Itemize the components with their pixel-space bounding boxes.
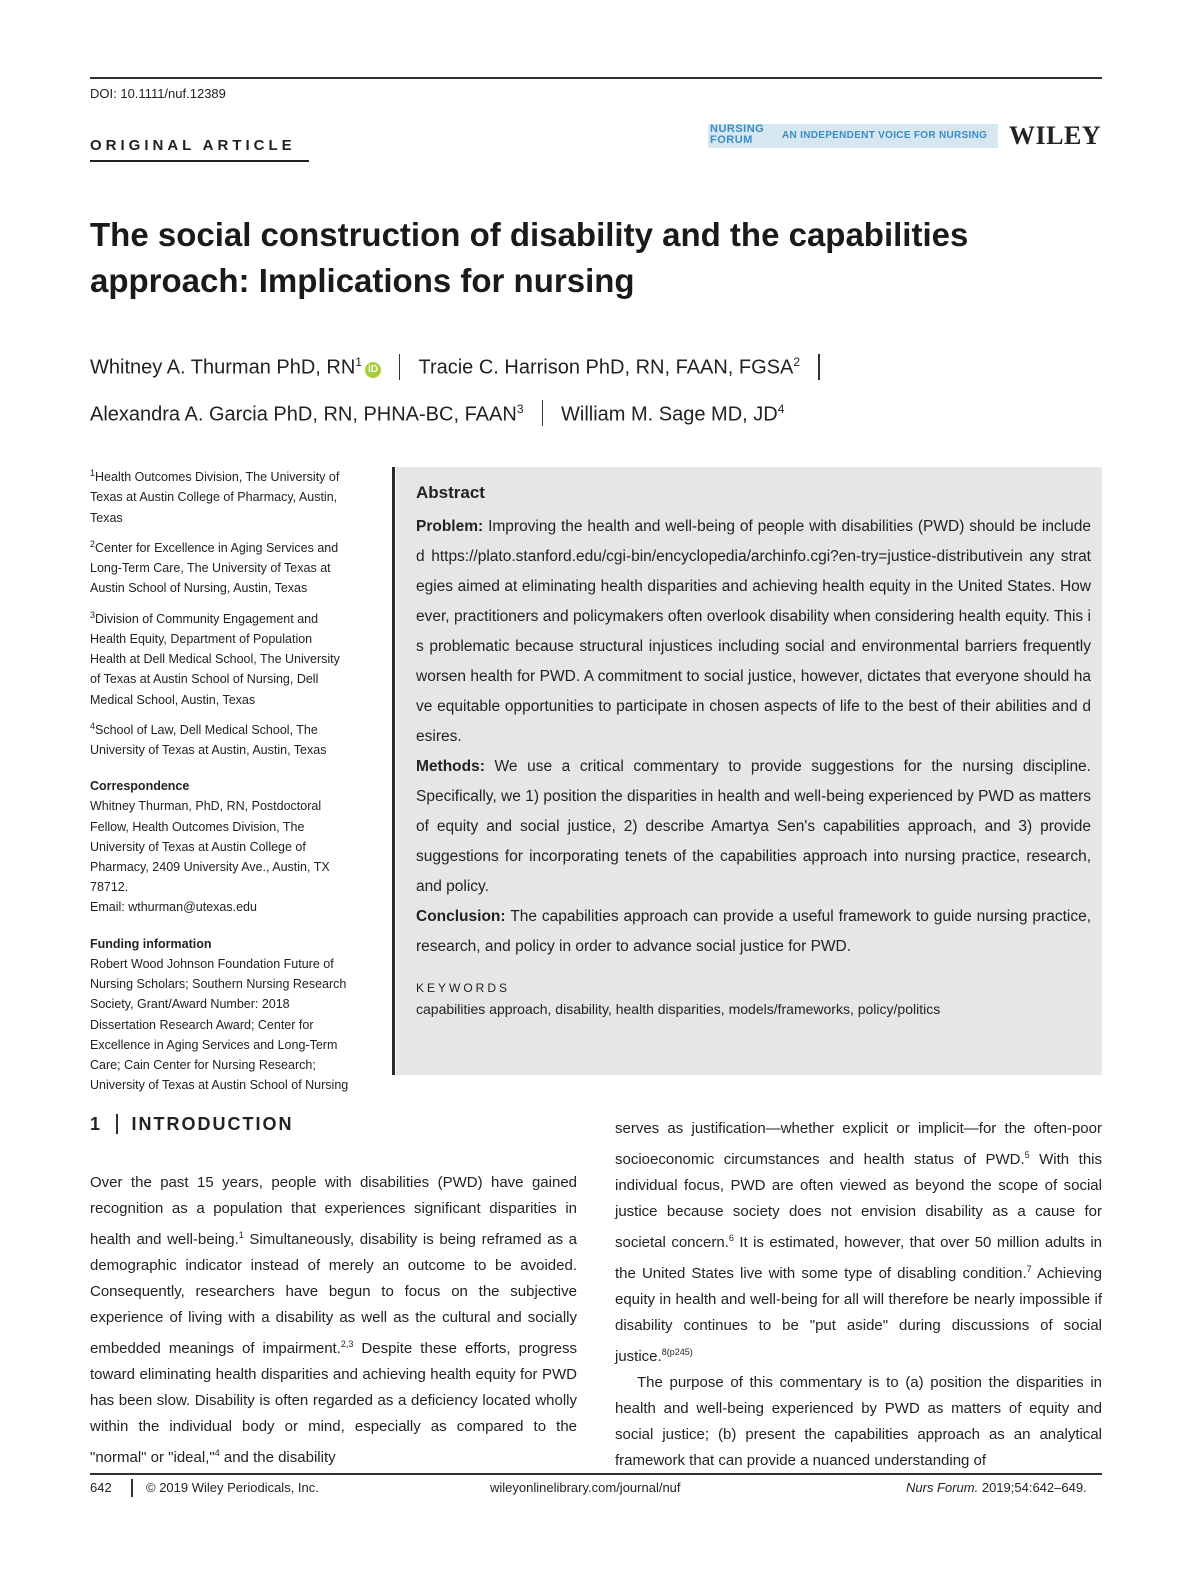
section-number: 1: [90, 1114, 103, 1134]
body-text: Achieving equity in health and well-being for all will therefore be nearly impossible if disability continues to be "put aside" during discussions of social justice.: [615, 1265, 1102, 1365]
author-name[interactable]: Tracie C. Harrison PhD, RN, FAAN, FGSA: [418, 356, 794, 379]
citation-ref[interactable]: 1: [238, 1230, 244, 1240]
top-rule: [90, 77, 1102, 79]
author-affiliation-number: 3: [516, 401, 524, 416]
affiliation-1: [90, 463, 382, 528]
citation-ref[interactable]: 7: [1026, 1264, 1032, 1274]
title-line: approach: Implications for nursing: [90, 262, 635, 299]
journal-logo: [708, 124, 780, 148]
title-line: The social construction of disability and the capabilities: [90, 216, 969, 253]
body-text: With this individual focus, PWD are often viewed as beyond the scope of social justice because society does not envision disability as a cause for societal concern.: [615, 1151, 1102, 1251]
funding-line: Nursing Scholars; Southern Nursing Research: [90, 977, 347, 992]
citation-ref[interactable]: 8(p245): [661, 1347, 693, 1357]
correspondence-email[interactable]: Email: wthurman@utexas.edu: [90, 900, 257, 915]
author-line: [90, 342, 1102, 389]
affiliation-line: Texas at Austin College of Pharmacy, Austin,: [90, 490, 338, 505]
affiliation-line: Health Outcomes Division, The University of: [95, 470, 340, 485]
author-affiliation-number: 1: [355, 355, 362, 369]
author-separator: [818, 354, 820, 380]
citation-details: 2019;54:642–649.: [978, 1480, 1087, 1495]
abstract-problem-text: Improving the health and well-being of people with disabilities (PWD) should be included https://plato.stanford.edu/cgi-bin/encyclopedia/archinfo.cgi?en-try=justice-distributivein any strategies aimed at eliminating health disparities and achieving health equity in the United States. However, practitioners and policymakers often overlook disability when considering health equity. This is problematic because structural injustices including social and environmental barriers frequently worsen health for PWD. A commitment to social justice, however, dictates that everyone should have equitable opportunities to participate in chosen aspects of life to the best of their abilities and desires.: [416, 518, 1091, 745]
abstract-conclusion: [416, 902, 1091, 962]
funding-line: Dissertation Research Award; Center for: [90, 1017, 314, 1032]
correspondence-line: Fellow, Health Outcomes Division, The: [90, 819, 305, 834]
author-affiliation-number: 2: [793, 355, 801, 369]
correspondence-line: Whitney Thurman, PhD, RN, Postdoctoral: [90, 799, 322, 814]
journal-abbrev: Nurs Forum.: [906, 1480, 979, 1495]
affiliation-line: of Texas at Austin School of Nursing, Dell: [90, 672, 319, 687]
abstract-content: [416, 478, 1091, 1020]
affiliation-line: Division of Community Engagement and: [95, 611, 319, 626]
affiliations-sidebar: [90, 463, 382, 1095]
body-paragraph: [615, 1116, 1102, 1370]
journal-logo-word1: NURSING: [710, 123, 765, 135]
author-name[interactable]: William M. Sage MD, JD: [561, 403, 778, 426]
affiliation-line: Texas: [90, 510, 123, 525]
article-type-underline: [90, 160, 309, 162]
author-name[interactable]: Whitney A. Thurman PhD, RN: [90, 356, 356, 379]
author-affiliation-number: 4: [777, 401, 785, 416]
funding-heading: Funding information: [90, 936, 212, 951]
affiliation-number: 2: [90, 538, 96, 549]
body-text: Despite these efforts, progress toward eliminating health disparities and achieving health equity for PWD has been slow. Disability is often regarded as a deficiency located wholly within the individual body or mind, especially as compared to the "normal" or "ideal,": [90, 1340, 577, 1466]
doi-text: DOI: 10.1111/nuf.12389: [90, 86, 226, 101]
correspondence-line: University of Texas at Austin College of: [90, 839, 306, 854]
author-separator: [399, 354, 401, 380]
footer-separator: [131, 1479, 133, 1497]
affiliation-line: Center for Excellence in Aging Services and: [95, 540, 339, 555]
abstract-conclusion-label: Conclusion:: [416, 908, 506, 925]
abstract-problem-label: Problem:: [416, 518, 484, 535]
journal-tagline: AN INDEPENDENT VOICE FOR NURSING: [782, 130, 988, 141]
body-text: and the disability: [219, 1449, 336, 1466]
citation-ref[interactable]: 6: [728, 1233, 734, 1243]
body-column-left: [90, 1170, 577, 1471]
abstract-heading: Abstract: [416, 483, 485, 502]
author-list: [90, 342, 1102, 435]
article-title: [90, 212, 1090, 304]
author-line: [90, 389, 1102, 436]
abstract-methods-label: Methods:: [416, 758, 485, 775]
body-paragraph: The purpose of this commentary is to (a) position the disparities in health and well-being experienced by PWD as matters of equity and social justice; (b) present the capabilities approach as an analytical framework that can provide a nuanced understanding of: [615, 1374, 1102, 1469]
funding-line: Excellence in Aging Services and Long-Term: [90, 1037, 338, 1052]
funding-line: Society, Grant/Award Number: 2018: [90, 997, 290, 1012]
citation-ref[interactable]: 5: [1024, 1150, 1030, 1160]
citation-ref[interactable]: 4: [214, 1448, 220, 1458]
affiliation-number: 4: [90, 720, 96, 731]
keywords-list: capabilities approach, disability, health disparities, models/frameworks, policy/politics: [416, 1001, 941, 1017]
correspondence-block: [90, 776, 382, 917]
author-separator: [542, 400, 544, 426]
affiliation-4: [90, 716, 382, 761]
affiliation-number: 1: [90, 468, 96, 478]
body-text: Simultaneously, disability is being reframed as a demographic indicator instead of merely an outcome to be avoided. Consequently, researchers have begun to focus on the subjective experience of living with a disability as well as the cultural and socially embedded meanings of impairment.: [90, 1231, 578, 1357]
copyright-notice: © 2019 Wiley Periodicals, Inc.: [146, 1480, 319, 1495]
correspondence-line: 78712.: [90, 880, 129, 895]
journal-url[interactable]: wileyonlinelibrary.com/journal/nuf: [490, 1480, 681, 1495]
correspondence-heading: Correspondence: [90, 779, 190, 794]
citation-ref[interactable]: 2,3: [340, 1339, 354, 1349]
affiliation-line: School of Law, Dell Medical School, The: [95, 722, 318, 737]
page-number: 642: [90, 1480, 112, 1495]
section-title: INTRODUCTION: [131, 1114, 294, 1134]
affiliation-number: 3: [90, 609, 96, 620]
affiliation-line: Austin School of Nursing, Austin, Texas: [90, 581, 308, 596]
journal-logo-word2: FORUM: [710, 134, 753, 146]
funding-line: Robert Wood Johnson Foundation Future of: [90, 956, 334, 971]
author-name[interactable]: Alexandra A. Garcia PhD, RN, PHNA-BC, FAAN: [90, 403, 517, 426]
article-type-label: ORIGINAL ARTICLE: [90, 137, 296, 154]
abstract-problem: [416, 512, 1091, 752]
affiliation-3: [90, 605, 382, 710]
affiliation-line: Medical School, Austin, Texas: [90, 692, 256, 707]
correspondence-line: Pharmacy, 2409 University Ave., Austin, TX: [90, 860, 330, 875]
abstract-conclusion-text: The capabilities approach can provide a useful framework to guide nursing practice, research, and policy in order to advance social justice for PWD.: [416, 908, 1091, 955]
journal-citation: [906, 1480, 1087, 1495]
abstract-methods: [416, 752, 1091, 902]
affiliation-line: Health at Dell Medical School, The University: [90, 652, 340, 667]
affiliation-line: Health Equity, Department of Population: [90, 631, 313, 646]
affiliation-2: [90, 534, 382, 599]
funding-block: [90, 934, 382, 1096]
section-heading-introduction: [90, 1114, 294, 1135]
section-separator: [116, 1114, 118, 1134]
body-text: It is estimated, however, that over 50 million adults in the United States live with some type of disabling condition.: [615, 1234, 1102, 1282]
body-column-right: [615, 1116, 1102, 1474]
abstract-accent-bar: [392, 467, 395, 1075]
orcid-icon[interactable]: iD: [365, 362, 381, 378]
keywords-label: KEYWORDS: [416, 981, 511, 995]
abstract-methods-text: We use a critical commentary to provide suggestions for the nursing discipline. Specifically, we 1) position the disparities in health and well-being experienced by PWD as matters of equity and social justice, 2) describe Amartya Sen's capabilities approach, and 3) provide suggestions for incorporating tenets of the capabilities approach into nursing practice, research, and policy.: [416, 758, 1091, 895]
affiliation-line: University of Texas at Austin, Austin, Texas: [90, 743, 327, 758]
funding-line: Care; Cain Center for Nursing Research;: [90, 1057, 316, 1072]
bottom-rule: [90, 1473, 1102, 1475]
affiliation-line: Long-Term Care, The University of Texas at: [90, 561, 331, 576]
funding-line: University of Texas at Austin School of Nursing: [90, 1078, 349, 1093]
publisher-logo: WILEY: [1009, 121, 1102, 150]
body-text: Over the past 15 years, people with disabilities (PWD) have gained recognition as a population that experiences significant disparities in health and well-being.: [90, 1174, 577, 1248]
body-text: serves as justification—whether explicit or implicit—for the often-poor socioeconomic circumstances and health status of PWD.: [615, 1120, 1102, 1168]
